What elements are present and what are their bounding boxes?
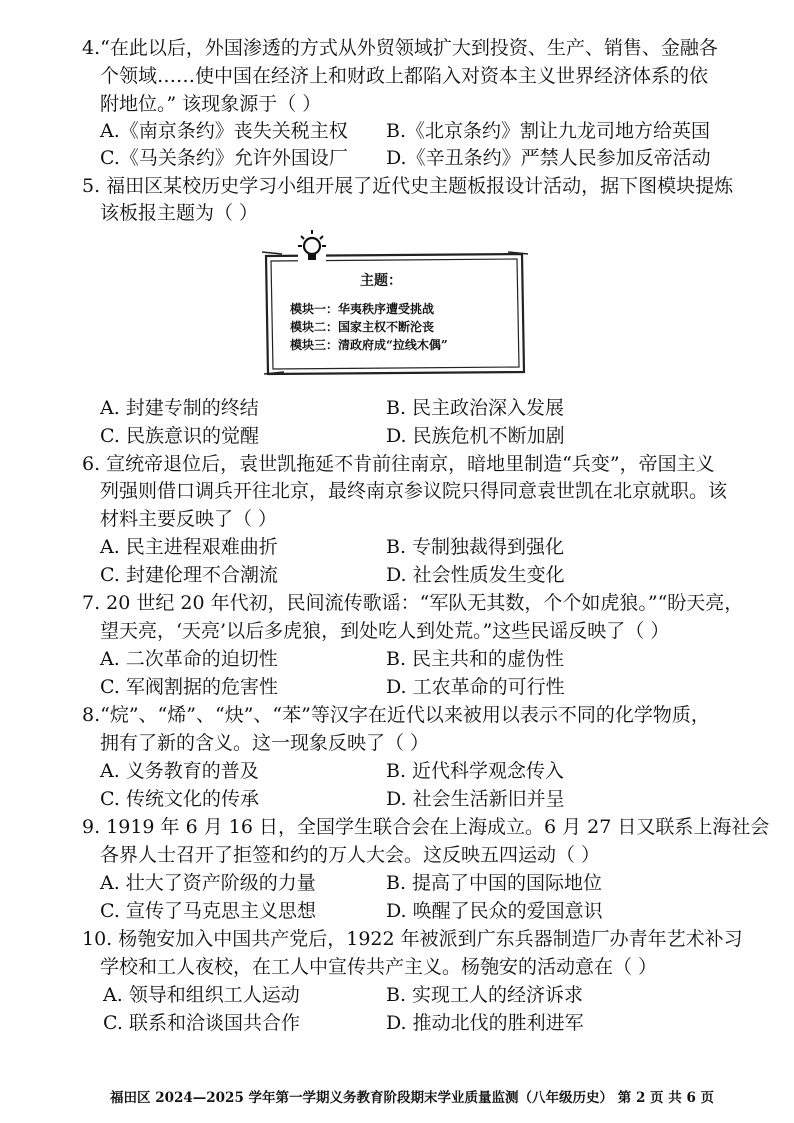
option-d: D. 唤醒了民众的爱国意识: [386, 900, 603, 922]
option-c: C.《马关条约》允许外国设厂: [100, 147, 348, 169]
option-b: B. 近代科学观念传入: [386, 760, 565, 782]
page-footer: 福田区 2024—2025 学年第一学期义务教育阶段期末学业质量监测（八年级历史） 第 2 页 共 6 页: [110, 1090, 715, 1106]
option-b: B. 实现工人的经济诉求: [386, 984, 584, 1006]
question-text: 4.“在此以后，外国渗透的方式从外贸领域扩大到投资、生产、销售、金融各: [82, 37, 718, 59]
question-text: 望天亮，‘天亮’以后多虎狼，到处吃人到处荒。”这些民谣反映了（ ）: [100, 620, 670, 642]
option-d: D.《辛丑条约》严禁人民参加反帝活动: [386, 147, 711, 169]
question-text: 学校和工人夜校，在工人中宣传共产主义。杨匏安的活动意在（ ）: [100, 956, 658, 978]
board-module-1: 模块一：华夷秩序遭受挑战: [290, 302, 435, 316]
option-d: D. 社会性质发生变化: [386, 564, 565, 586]
option-c: C. 宣传了马克思主义思想: [100, 900, 316, 922]
question-text: 6. 宣统帝退位后，袁世凯拖延不肯前往南京，暗地里制造“兵变”，帝国主义: [82, 453, 715, 475]
question-text: 10. 杨匏安加入中国共产党后，1922 年被派到广东兵器制造厂办青年艺术补习: [82, 928, 743, 950]
option-c: C. 军阀割据的危害性: [100, 676, 278, 698]
board-module-2: 模块二：国家主权不断沦丧: [290, 320, 435, 334]
question-text: 拥有了新的含义。这一现象反映了（ ）: [100, 732, 430, 754]
question-text: 8.“烷”、“烯”、“炔”、“苯”等汉字在近代以来被用以表示不同的化学物质，: [82, 704, 710, 726]
question-text: 5. 福田区某校历史学习小组开展了近代史主题板报设计活动，据下图模块提炼: [82, 175, 734, 197]
question-text: 7. 20 世纪 20 年代初，民间流传歌谣：“军队无其数，个个如虎狼。”“盼天亮，: [82, 592, 744, 614]
question-text: 9. 1919 年 6 月 16 日，全国学生联合会在上海成立。6 月 27 日又联系上海社会: [82, 816, 770, 838]
question-text: 个领域……使中国在经济上和财政上都陷入对资本主义世界经济体系的依: [100, 65, 709, 87]
option-b: B. 专制独裁得到强化: [386, 536, 565, 558]
option-d: D. 推动北伐的胜利进军: [386, 1012, 584, 1034]
option-a: A. 义务教育的普及: [100, 760, 259, 782]
option-b: B.《北京条约》割让九龙司地方给英国: [386, 120, 711, 142]
option-b: B. 民主共和的虚伪性: [386, 648, 565, 670]
option-a: A. 壮大了资产阶级的力量: [100, 872, 316, 894]
option-d: D. 社会生活新旧并呈: [386, 788, 565, 810]
option-b: B. 民主政治深入发展: [386, 397, 565, 419]
option-a: A. 二次革命的迫切性: [100, 648, 278, 670]
board-module-3: 模块三：清政府成“拉线木偶”: [290, 338, 448, 352]
option-a: A.《南京条约》丧失关税主权: [100, 120, 348, 142]
option-a: A. 民主进程艰难曲折: [100, 536, 278, 558]
board-figure: [262, 250, 528, 376]
option-b: B. 提高了中国的国际地位: [386, 872, 603, 894]
option-c: C. 封建伦理不合潮流: [100, 564, 278, 586]
board-title: 主题：: [360, 273, 402, 289]
question-text: 该板报主题为（ ）: [100, 202, 259, 224]
option-a: A. 领导和组织工人运动: [103, 984, 300, 1006]
option-c: C. 传统文化的传承: [100, 788, 259, 810]
question-text: 附地位。” 该现象源于（ ）: [100, 93, 322, 115]
option-d: D. 工农革命的可行性: [386, 676, 565, 698]
question-text: 各界人士召开了拒签和约的万人大会。这反映五四运动（ ）: [100, 844, 601, 866]
option-c: C. 联系和洽谈国共合作: [103, 1012, 300, 1034]
option-d: D. 民族危机不断加剧: [386, 425, 565, 447]
question-text: 列强则借口调兵开往北京，最终南京参议院只得同意袁世凯在北京就职。该: [100, 480, 728, 502]
option-c: C. 民族意识的觉醒: [100, 425, 259, 447]
lightbulb-icon: [298, 228, 326, 268]
question-text: 材料主要反映了（ ）: [100, 508, 278, 530]
option-a: A. 封建专制的终结: [100, 397, 259, 419]
